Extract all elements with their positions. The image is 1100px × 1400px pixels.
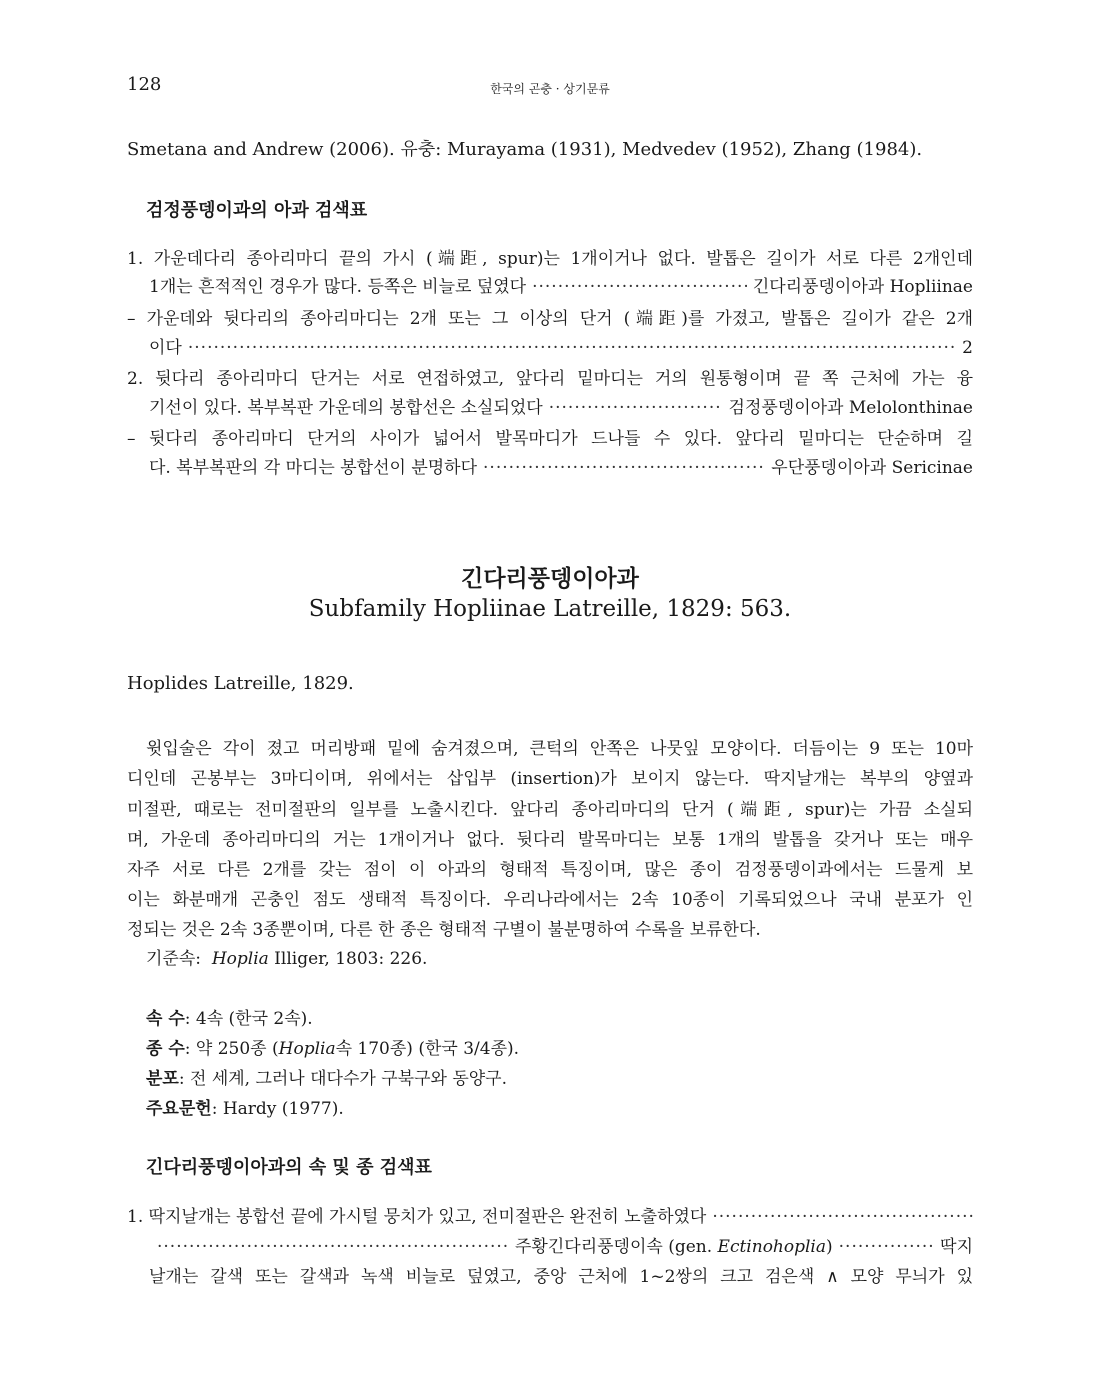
key1-couplet-2a-result: 검정풍뎅이아과 Melolonthinae bbox=[728, 398, 973, 418]
running-title: 한국의 곤충 · 상기문류 bbox=[490, 82, 610, 96]
key2-result-pre: 주황긴다리풍뎅이속 (gen. bbox=[515, 1237, 718, 1257]
synonym-line: Hoplides Latreille, 1829. bbox=[127, 673, 354, 694]
leader-dots bbox=[549, 398, 723, 418]
type-genus-label: 기준속: bbox=[146, 949, 201, 969]
key2-couplet-1-line2 bbox=[157, 1232, 973, 1257]
key2-couplet-1-text: 1. 딱지날개는 봉합선 끝에 가시털 뭉치가 있고, 전미절판은 완전히 노출하였다 bbox=[127, 1207, 707, 1227]
reference-line: Smetana and Andrew (2006). 유충: Murayama (1931), Medvedev (1952), Zhang (1984). bbox=[127, 139, 923, 160]
genera-count-line bbox=[146, 1004, 313, 1029]
page-number: 128 bbox=[127, 74, 162, 95]
distribution-value: : 전 세계, 그러나 대다수가 구북구와 동양구. bbox=[178, 1069, 507, 1089]
species-value-post: 속 170종) (한국 3/4종). bbox=[335, 1039, 520, 1059]
key2-couplet-1-line3: 날개는 갈색 또는 갈색과 녹색 비늘로 덮였고, 중앙 근처에 1~2쌍의 크고 검은색 ∧ 모양 무늬가 있 bbox=[149, 1267, 973, 1287]
description-line: 윗입술은 각이 졌고 머리방패 밑에 숨겨졌으며, 큰턱의 안쪽은 나뭇잎 모양이다. 더듬이는 9 또는 10마 bbox=[146, 739, 973, 759]
key1-couplet-1b-line1: – 가운데와 뒷다리의 종아리마디는 2개 또는 그 이상의 단거 (端距)를 가졌고, 발톱은 길이가 같은 2개 bbox=[127, 309, 973, 329]
key1-couplet-2a-line2 bbox=[149, 393, 973, 418]
key1-couplet-1a-result: 긴다리풍뎅이아과 Hopliinae bbox=[752, 277, 973, 297]
distribution-label: 분포 bbox=[146, 1069, 179, 1089]
genus-species-key-heading: 긴다리풍뎅이아과의 속 및 종 검색표 bbox=[146, 1157, 432, 1178]
key2-couplet-1-line1 bbox=[127, 1202, 973, 1227]
key1-couplet-2b-line1: – 뒷다리 종아리마디 단거의 사이가 넓어서 발목마디가 드나들 수 있다. 앞다리 밑마디는 단순하며 길 bbox=[127, 429, 973, 449]
description-line: 자주 서로 다른 2개를 갖는 점이 이 아과의 형태적 특징이며, 많은 종이 검정풍뎅이과에서는 드물게 보 bbox=[127, 860, 973, 880]
distribution-line bbox=[146, 1064, 507, 1089]
description-line: 정되는 것은 2속 3종뿐이며, 다른 한 종은 형태적 구별이 불분명하여 수록을 보류한다. bbox=[127, 920, 761, 940]
key1-couplet-2b-result: 우단풍뎅이아과 Sericinae bbox=[771, 458, 973, 478]
type-genus-name: Hoplia bbox=[211, 949, 269, 969]
key2-couplet-1-result bbox=[515, 1232, 833, 1257]
type-genus-author: Illiger, 1803: 226. bbox=[274, 949, 428, 969]
leader-dots bbox=[188, 338, 956, 358]
key1-couplet-1a-text: 1개는 흔적적인 경우가 많다. 등쪽은 비늘로 덮였다 bbox=[149, 277, 527, 297]
description-line: 이는 화분매개 곤충인 점도 생태적 특징이다. 우리나라에서는 2속 10종이 기록되었으나 국내 분포가 인 bbox=[127, 890, 973, 910]
section-title-latin: Subfamily Hopliinae Latreille, 1829: 563. bbox=[308, 596, 792, 622]
literature-value: : Hardy (1977). bbox=[211, 1099, 344, 1119]
key1-couplet-1b-line2 bbox=[149, 333, 973, 358]
key1-couplet-1b-result: 2 bbox=[962, 338, 973, 358]
key1-couplet-1a-line1: 1. 가운데다리 종아리마디 끝의 가시 (端距, spur)는 1개이거나 없다. 발톱은 길이가 서로 다른 2개인데 bbox=[127, 249, 973, 269]
key2-couplet-1-next-text: 딱지 bbox=[940, 1237, 973, 1257]
genera-value: : 4속 (한국 2속). bbox=[184, 1009, 313, 1029]
subfamily-key-heading: 검정풍뎅이과의 아과 검색표 bbox=[146, 200, 368, 221]
genera-label: 속 수 bbox=[146, 1009, 185, 1029]
leader-dots bbox=[839, 1237, 934, 1257]
literature-line bbox=[146, 1094, 344, 1119]
leader-dots bbox=[712, 1207, 973, 1227]
key1-couplet-2a-line1: 2. 뒷다리 종아리마디 단거는 서로 연접하였고, 앞다리 밑마디는 거의 원통형이며 끝 쪽 근처에 가는 융 bbox=[127, 369, 973, 389]
key1-couplet-2b-text: 다. 복부복판의 각 마디는 봉합선이 분명하다 bbox=[149, 458, 478, 478]
key2-result-genus: Ectinohoplia bbox=[717, 1237, 827, 1257]
description-line: 며, 가운데 종아리마디의 거는 1개이거나 없다. 뒷다리 발목마디는 보통 1개의 발톱을 갖거나 또는 매우 bbox=[127, 830, 973, 850]
key2-result-post: ) bbox=[826, 1237, 833, 1257]
description-line: 미절판, 때로는 전미절판의 일부를 노출시킨다. 앞다리 종아리마디의 단거 (端距, spur)는 가끔 소실되 bbox=[127, 800, 973, 820]
type-genus-line bbox=[146, 944, 427, 969]
key1-couplet-2a-text: 기선이 있다. 복부복판 가운데의 봉합선은 소실되었다 bbox=[149, 398, 543, 418]
section-title-korean: 긴다리풍뎅이아과 bbox=[461, 565, 639, 592]
leader-dots bbox=[483, 458, 765, 478]
species-value-pre: : 약 250종 ( bbox=[184, 1039, 279, 1059]
key1-couplet-1a-line2 bbox=[149, 272, 973, 297]
key1-couplet-2b-line2 bbox=[149, 453, 973, 478]
species-genus: Hoplia bbox=[278, 1039, 336, 1059]
leader-dots bbox=[157, 1237, 509, 1257]
leader-dots bbox=[532, 277, 747, 297]
description-line: 디인데 곤봉부는 3마디이며, 위에서는 삽입부 (insertion)가 보이지 않는다. 딱지날개는 복부의 양옆과 bbox=[127, 769, 973, 789]
literature-label: 주요문헌 bbox=[146, 1099, 212, 1119]
key1-couplet-1b-text: 이다 bbox=[149, 338, 182, 358]
species-label: 종 수 bbox=[146, 1039, 185, 1059]
species-count-line bbox=[146, 1034, 519, 1059]
